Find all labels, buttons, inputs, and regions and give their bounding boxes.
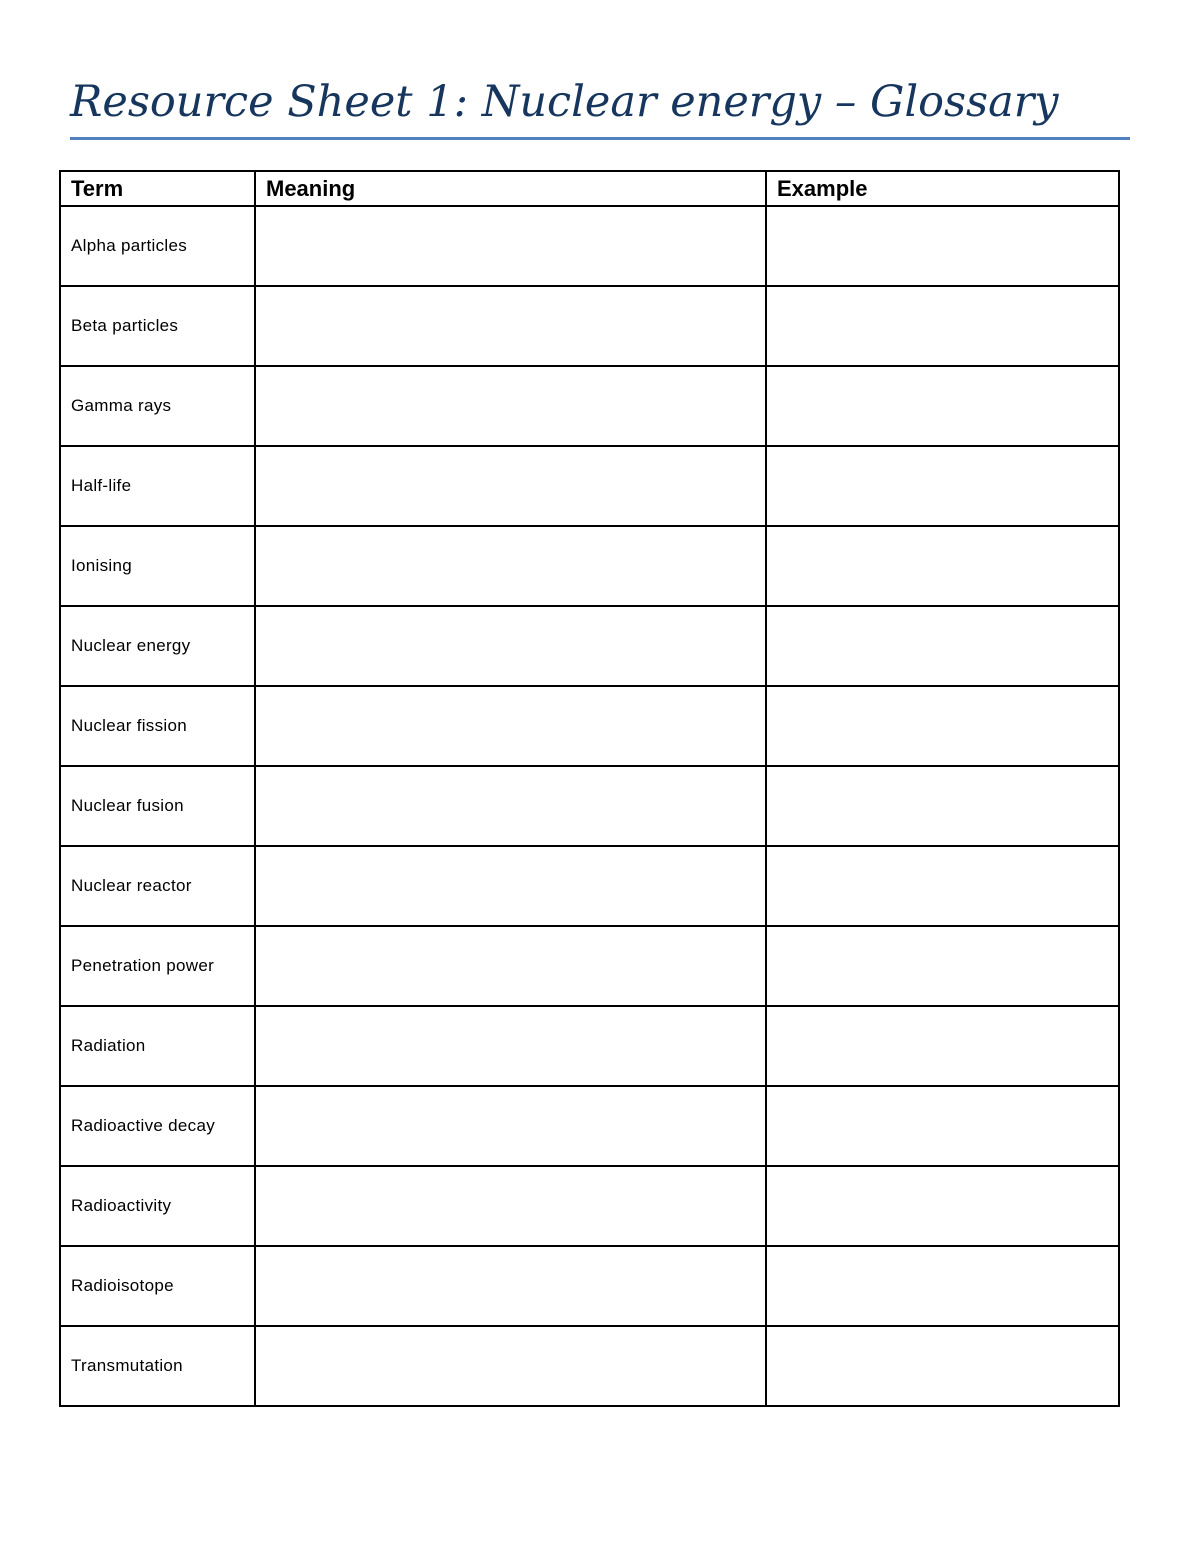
meaning-cell[interactable] bbox=[255, 766, 766, 846]
meaning-cell[interactable] bbox=[255, 686, 766, 766]
example-cell[interactable] bbox=[766, 446, 1119, 526]
meaning-cell[interactable] bbox=[255, 286, 766, 366]
example-cell[interactable] bbox=[766, 1006, 1119, 1086]
example-cell[interactable] bbox=[766, 1166, 1119, 1246]
meaning-cell[interactable] bbox=[255, 1006, 766, 1086]
term-cell: Radioactive decay bbox=[60, 1086, 255, 1166]
meaning-cell[interactable] bbox=[255, 1086, 766, 1166]
header-row bbox=[60, 171, 1119, 206]
table-row bbox=[60, 766, 1119, 846]
example-cell[interactable] bbox=[766, 1086, 1119, 1166]
example-cell[interactable] bbox=[766, 206, 1119, 286]
meaning-cell[interactable] bbox=[255, 1246, 766, 1326]
column-header-term: Term bbox=[60, 171, 255, 206]
table-row bbox=[60, 446, 1119, 526]
table-row bbox=[60, 526, 1119, 606]
example-cell[interactable] bbox=[766, 686, 1119, 766]
term-cell: Nuclear fusion bbox=[60, 766, 255, 846]
table-row bbox=[60, 206, 1119, 286]
column-header-meaning: Meaning bbox=[255, 171, 766, 206]
example-cell[interactable] bbox=[766, 286, 1119, 366]
table-row bbox=[60, 1086, 1119, 1166]
example-cell[interactable] bbox=[766, 766, 1119, 846]
table-row bbox=[60, 606, 1119, 686]
glossary-table bbox=[59, 170, 1120, 1407]
example-cell[interactable] bbox=[766, 1326, 1119, 1406]
term-cell: Radioisotope bbox=[60, 1246, 255, 1326]
table-row bbox=[60, 686, 1119, 766]
example-cell[interactable] bbox=[766, 846, 1119, 926]
table-row bbox=[60, 1006, 1119, 1086]
meaning-cell[interactable] bbox=[255, 1326, 766, 1406]
term-cell: Gamma rays bbox=[60, 366, 255, 446]
table-row bbox=[60, 1326, 1119, 1406]
term-cell: Half-life bbox=[60, 446, 255, 526]
example-cell[interactable] bbox=[766, 1246, 1119, 1326]
table-row bbox=[60, 1166, 1119, 1246]
page-title: Resource Sheet 1: Nuclear energy – Glossary bbox=[70, 77, 1059, 127]
term-cell: Nuclear reactor bbox=[60, 846, 255, 926]
term-cell: Transmutation bbox=[60, 1326, 255, 1406]
table-row bbox=[60, 286, 1119, 366]
meaning-cell[interactable] bbox=[255, 606, 766, 686]
term-cell: Radiation bbox=[60, 1006, 255, 1086]
meaning-cell[interactable] bbox=[255, 926, 766, 1006]
table-row bbox=[60, 926, 1119, 1006]
meaning-cell[interactable] bbox=[255, 526, 766, 606]
column-header-example: Example bbox=[766, 171, 1119, 206]
table-row bbox=[60, 846, 1119, 926]
meaning-cell[interactable] bbox=[255, 446, 766, 526]
meaning-cell[interactable] bbox=[255, 206, 766, 286]
title-underline bbox=[70, 137, 1130, 140]
term-cell: Radioactivity bbox=[60, 1166, 255, 1246]
term-cell: Nuclear fission bbox=[60, 686, 255, 766]
example-cell[interactable] bbox=[766, 366, 1119, 446]
table-row bbox=[60, 366, 1119, 446]
term-cell: Ionising bbox=[60, 526, 255, 606]
example-cell[interactable] bbox=[766, 926, 1119, 1006]
meaning-cell[interactable] bbox=[255, 366, 766, 446]
glossary-body bbox=[60, 206, 1119, 1406]
meaning-cell[interactable] bbox=[255, 1166, 766, 1246]
term-cell: Beta particles bbox=[60, 286, 255, 366]
example-cell[interactable] bbox=[766, 526, 1119, 606]
term-cell: Penetration power bbox=[60, 926, 255, 1006]
meaning-cell[interactable] bbox=[255, 846, 766, 926]
term-cell: Alpha particles bbox=[60, 206, 255, 286]
term-cell: Nuclear energy bbox=[60, 606, 255, 686]
example-cell[interactable] bbox=[766, 606, 1119, 686]
table-row bbox=[60, 1246, 1119, 1326]
